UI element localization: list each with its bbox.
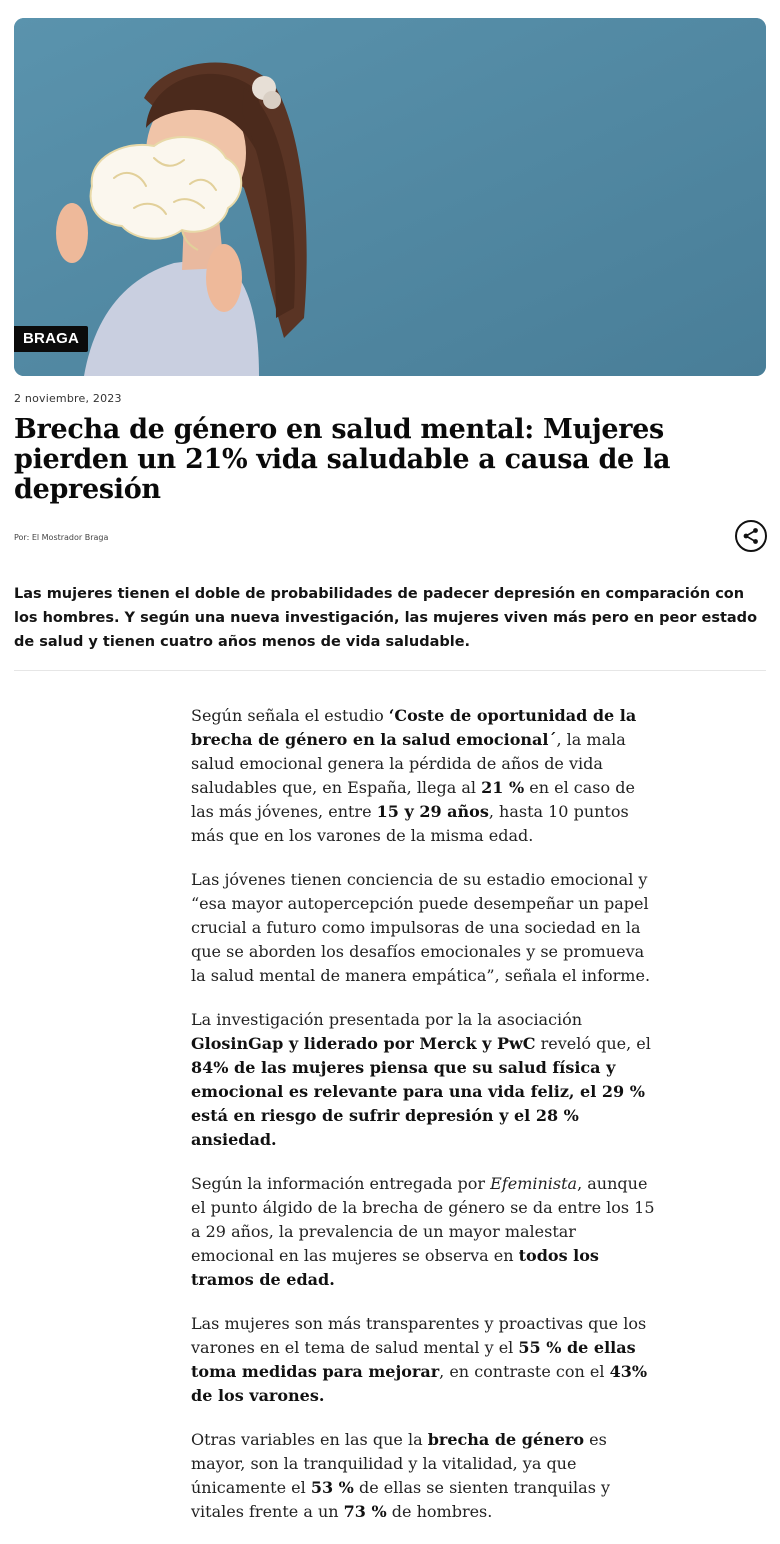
text-run: Las jóvenes tienen conciencia de su estadio emocional y “esa mayor autopercepción puede desempeñar un papel crucial a futuro como impulsoras de una sociedad en la que se aborden los desafíos emocionales y se promueva la salud mental de manera empática”, señala el informe. bbox=[191, 870, 651, 985]
bold-run: GlosinGap y liderado por Merck y PwC bbox=[191, 1034, 536, 1053]
bold-run: 53 % bbox=[310, 1478, 354, 1497]
bold-run: 55 % de ellas toma medidas para mejorar bbox=[191, 1338, 636, 1381]
bold-run: 15 y 29 años bbox=[376, 802, 489, 821]
bold-run: 73 % bbox=[343, 1502, 387, 1521]
body-paragraph-5 bbox=[191, 1312, 661, 1408]
bold-run: todos los tramos de edad. bbox=[191, 1246, 599, 1289]
article-byline: Por: El Mostrador Braga bbox=[14, 533, 109, 542]
text-run: en el caso de las más jóvenes, entre bbox=[191, 778, 635, 821]
article-date: 2 noviembre, 2023 bbox=[14, 392, 122, 405]
text-run: Otras variables en las que la bbox=[191, 1430, 428, 1449]
text-run: de hombres. bbox=[386, 1502, 493, 1521]
text-run: Según señala el estudio bbox=[191, 706, 389, 725]
text-run: de ellas se sienten tranquilas y vitales frente a un bbox=[191, 1478, 611, 1521]
article-title: Brecha de género en salud mental: Mujeres pierden un 21% vida saludable a causa de la depresión bbox=[14, 414, 671, 505]
text-run: La investigación presentada por la la asociación bbox=[191, 1010, 583, 1029]
text-run: Las mujeres son más transparentes y proactivas que los varones en el tema de salud mental y el bbox=[191, 1314, 647, 1357]
hero-image bbox=[14, 18, 766, 376]
text-run: es mayor, son la tranquilidad y la vitalidad, ya que únicamente el bbox=[191, 1430, 607, 1497]
article-lead: Las mujeres tienen el doble de probabilidades de padecer depresión en comparación con los hombres. Y según una nueva investigación, las mujeres viven más pero en peor estado de salud y tienen cuatro años menos de vida saludable. bbox=[14, 586, 758, 650]
body-paragraph-2 bbox=[191, 868, 661, 988]
share-button[interactable] bbox=[735, 520, 767, 552]
text-run: , hasta 10 puntos más que en los varones de la misma edad. bbox=[191, 802, 629, 845]
bold-run: 84% de las mujeres piensa que su salud física y emocional es relevante para una vida feliz, el 29 % está en riesgo de sufrir depresión y el 28 % ansiedad. bbox=[191, 1058, 645, 1149]
text-run: reveló que, el bbox=[535, 1034, 651, 1053]
body-paragraph-4 bbox=[191, 1172, 661, 1292]
italic-run: Efeminista bbox=[490, 1174, 578, 1193]
bold-run: 43% de los varones. bbox=[191, 1362, 648, 1405]
share-icon bbox=[742, 527, 760, 545]
category-tag[interactable]: BRAGA bbox=[14, 326, 88, 352]
text-run: , aunque el punto álgido de la brecha de género se da entre los 15 a 29 años, la prevalencia de un mayor malestar emocional en las mujeres se observa en bbox=[191, 1174, 655, 1265]
text-run: , la mala salud emocional genera la pérdida de años de vida saludables que, en España, llega al bbox=[191, 730, 626, 797]
bold-run: brecha de género bbox=[427, 1430, 585, 1449]
text-run: Según la información entregada por bbox=[191, 1174, 491, 1193]
divider bbox=[14, 670, 766, 671]
text-run: , en contraste con el bbox=[439, 1362, 610, 1381]
body-paragraph-1 bbox=[191, 704, 661, 848]
bold-run: ‘Coste de oportunidad de la brecha de género en la salud emocional´ bbox=[191, 706, 637, 749]
body-paragraph-3 bbox=[191, 1008, 661, 1152]
body-paragraph-6 bbox=[191, 1428, 661, 1524]
bold-run: 21 % bbox=[481, 778, 525, 797]
article-body bbox=[191, 704, 661, 1544]
